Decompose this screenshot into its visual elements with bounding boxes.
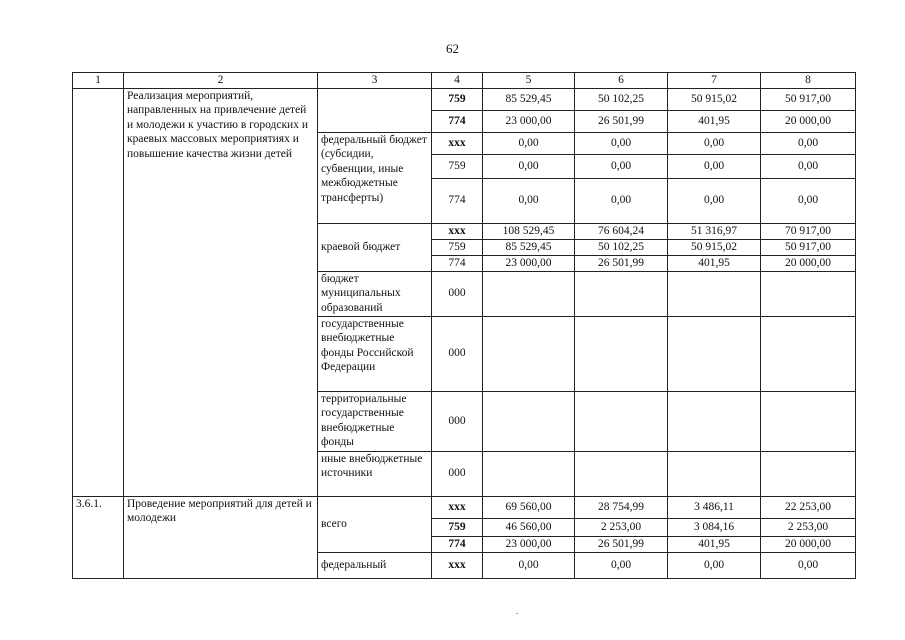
code-cell: 759 — [432, 239, 483, 255]
value-cell: 20 000,00 — [761, 536, 856, 552]
value-cell: 401,95 — [668, 255, 761, 271]
value-cell: 0,00 — [668, 552, 761, 578]
value-cell — [761, 316, 856, 391]
header-cell: 8 — [761, 73, 856, 89]
value-cell: 0,00 — [575, 132, 668, 154]
page-number: 62 — [446, 41, 459, 56]
scan-speck — [516, 613, 518, 614]
item-description: Проведение мероприятий для детей и молодежи — [124, 496, 318, 578]
value-cell: 85 529,45 — [483, 88, 575, 110]
item-number: 3.6.1. — [73, 496, 124, 578]
value-cell: 0,00 — [483, 178, 575, 223]
value-cell: 108 529,45 — [483, 223, 575, 239]
value-cell: 50 917,00 — [761, 239, 856, 255]
value-cell: 51 316,97 — [668, 223, 761, 239]
code-cell: 774 — [432, 536, 483, 552]
header-cell: 7 — [668, 73, 761, 89]
value-cell — [483, 451, 575, 496]
value-cell: 50 917,00 — [761, 88, 856, 110]
value-cell: 2 253,00 — [575, 518, 668, 536]
table-row — [73, 496, 856, 518]
value-cell — [575, 316, 668, 391]
value-cell — [483, 391, 575, 451]
value-cell: 26 501,99 — [575, 536, 668, 552]
value-cell: 0,00 — [575, 552, 668, 578]
value-cell: 69 560,00 — [483, 496, 575, 518]
value-cell: 23 000,00 — [483, 536, 575, 552]
source-label: территориальные государственные внебюджетные фонды — [318, 391, 432, 451]
value-cell: 401,95 — [668, 110, 761, 132]
value-cell: 0,00 — [483, 552, 575, 578]
code-cell: 774 — [432, 255, 483, 271]
header-cell: 6 — [575, 73, 668, 89]
code-cell: 000 — [432, 451, 483, 496]
value-cell: 76 604,24 — [575, 223, 668, 239]
value-cell: 26 501,99 — [575, 110, 668, 132]
value-cell — [483, 316, 575, 391]
code-cell: 759 — [432, 88, 483, 110]
code-cell: 000 — [432, 271, 483, 316]
source-label — [318, 88, 432, 132]
value-cell: 28 754,99 — [575, 496, 668, 518]
value-cell: 401,95 — [668, 536, 761, 552]
value-cell: 20 000,00 — [761, 110, 856, 132]
source-label: бюджет муниципальных образований — [318, 271, 432, 316]
source-label: федеральный — [318, 552, 432, 578]
value-cell: 0,00 — [761, 154, 856, 178]
value-cell: 0,00 — [761, 552, 856, 578]
value-cell: 0,00 — [668, 132, 761, 154]
code-cell: 759 — [432, 154, 483, 178]
code-cell: 774 — [432, 178, 483, 223]
source-label: всего — [318, 496, 432, 552]
item-number — [73, 88, 124, 496]
value-cell: 26 501,99 — [575, 255, 668, 271]
code-cell: 759 — [432, 518, 483, 536]
value-cell: 3 486,11 — [668, 496, 761, 518]
value-cell — [668, 316, 761, 391]
value-cell: 3 084,16 — [668, 518, 761, 536]
value-cell: 50 915,02 — [668, 88, 761, 110]
source-label: федеральный бюджет (субсидии, субвенции, иные межбюджетные трансферты) — [318, 132, 432, 223]
value-cell: 50 102,25 — [575, 239, 668, 255]
item-description: Реализация мероприятий, направленных на привлечение детей и молодежи к участию в городских и краевых массовых мероприятиях и повышение качества жизни детей — [124, 88, 318, 496]
header-cell: 1 — [73, 73, 124, 89]
value-cell: 50 102,25 — [575, 88, 668, 110]
table-header-row — [73, 73, 856, 89]
header-cell: 3 — [318, 73, 432, 89]
source-label: краевой бюджет — [318, 223, 432, 271]
code-cell: ххх — [432, 223, 483, 239]
value-cell — [668, 391, 761, 451]
header-cell: 5 — [483, 73, 575, 89]
value-cell: 0,00 — [668, 178, 761, 223]
value-cell: 23 000,00 — [483, 255, 575, 271]
value-cell: 85 529,45 — [483, 239, 575, 255]
value-cell: 0,00 — [483, 132, 575, 154]
code-cell: 774 — [432, 110, 483, 132]
value-cell: 46 560,00 — [483, 518, 575, 536]
table-row — [73, 88, 856, 110]
value-cell: 0,00 — [761, 132, 856, 154]
header-cell: 2 — [124, 73, 318, 89]
value-cell: 2 253,00 — [761, 518, 856, 536]
value-cell — [668, 451, 761, 496]
code-cell: 000 — [432, 391, 483, 451]
value-cell: 70 917,00 — [761, 223, 856, 239]
value-cell: 23 000,00 — [483, 110, 575, 132]
value-cell: 20 000,00 — [761, 255, 856, 271]
value-cell — [668, 271, 761, 316]
budget-table — [72, 72, 856, 579]
value-cell: 22 253,00 — [761, 496, 856, 518]
code-cell: ххх — [432, 496, 483, 518]
value-cell — [575, 271, 668, 316]
value-cell: 0,00 — [575, 154, 668, 178]
value-cell — [761, 451, 856, 496]
code-cell: 000 — [432, 316, 483, 391]
value-cell: 0,00 — [761, 178, 856, 223]
value-cell — [761, 391, 856, 451]
value-cell — [483, 271, 575, 316]
value-cell: 0,00 — [575, 178, 668, 223]
value-cell — [575, 451, 668, 496]
source-label: государственные внебюджетные фонды Российской Федерации — [318, 316, 432, 391]
value-cell — [761, 271, 856, 316]
header-cell: 4 — [432, 73, 483, 89]
value-cell: 50 915,02 — [668, 239, 761, 255]
source-label: иные внебюджетные источники — [318, 451, 432, 496]
value-cell: 0,00 — [668, 154, 761, 178]
code-cell: ххх — [432, 132, 483, 154]
value-cell — [575, 391, 668, 451]
value-cell: 0,00 — [483, 154, 575, 178]
code-cell: ххх — [432, 552, 483, 578]
